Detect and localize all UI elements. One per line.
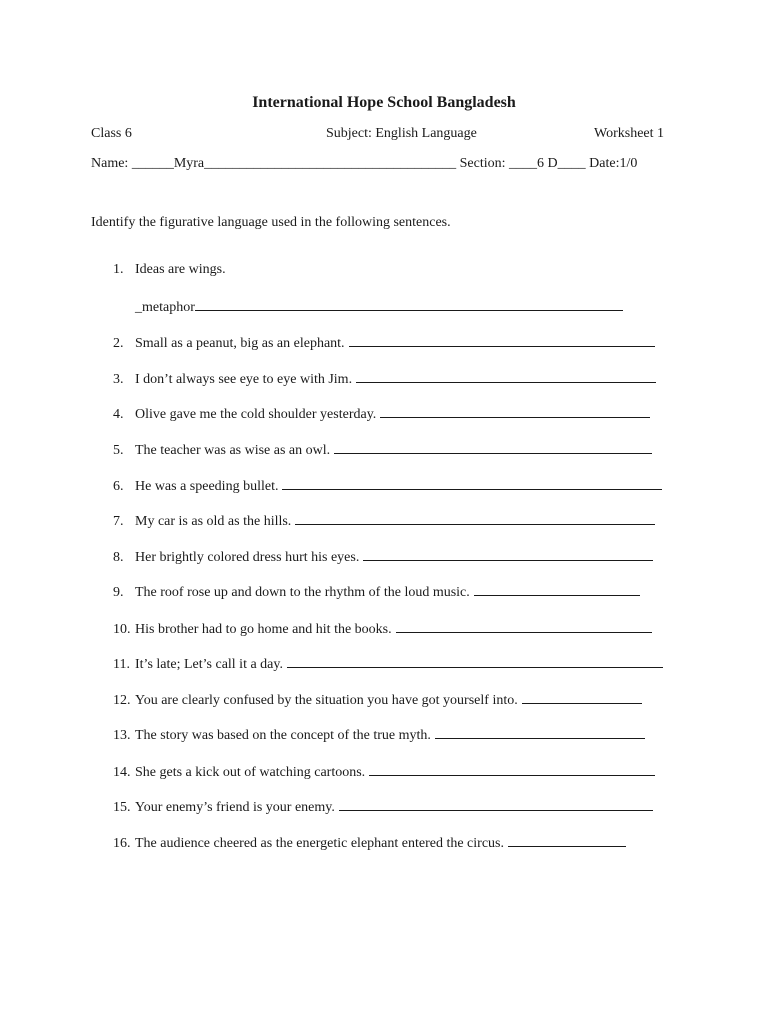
- question-item-2: [113, 333, 655, 353]
- worksheet-meta-row: [91, 126, 671, 146]
- name-section-date-line: Name: ______Myra____________________________________ Section: ____6 D____ Date:1/0: [91, 156, 638, 171]
- question-item-8: [113, 547, 653, 567]
- question-text: Ideas are wings.: [135, 262, 226, 277]
- question-text: I don’t always see eye to eye with Jim.: [135, 372, 353, 387]
- answer-text: _metaphor: [135, 300, 195, 315]
- answer-blank[interactable]: [435, 725, 645, 739]
- question-number: 7.: [113, 514, 124, 529]
- answer-blank[interactable]: [363, 547, 653, 561]
- question-number: 5.: [113, 443, 124, 458]
- question-text: His brother had to go home and hit the books.: [135, 622, 392, 637]
- instruction-text: Identify the figurative language used in the following sentences.: [91, 215, 451, 230]
- question-number: 12.: [113, 693, 131, 708]
- question-number: 1.: [113, 262, 124, 277]
- question-number: 9.: [113, 585, 124, 600]
- question-text: Small as a peanut, big as an elephant.: [135, 336, 345, 351]
- question-text: Olive gave me the cold shoulder yesterday.: [135, 407, 377, 422]
- question-item-16: [113, 833, 626, 853]
- question-item-13: [113, 725, 645, 745]
- question-item-11: [113, 654, 663, 674]
- answer-blank[interactable]: [339, 797, 653, 811]
- school-title: International Hope School Bangladesh: [252, 94, 516, 111]
- question-number: 10.: [113, 622, 131, 637]
- question-text: My car is as old as the hills.: [135, 514, 292, 529]
- question-item-5: [113, 440, 652, 460]
- class-label: Class 6: [91, 126, 132, 141]
- answer-blank[interactable]: [334, 440, 652, 454]
- question-text: It’s late; Let’s call it a day.: [135, 657, 283, 672]
- question-number: 14.: [113, 765, 131, 780]
- question-item-12: [113, 690, 642, 710]
- question-item-1: [113, 262, 226, 282]
- question-number: 2.: [113, 336, 124, 351]
- question-number: 8.: [113, 550, 124, 565]
- worksheet-label: Worksheet 1: [594, 126, 665, 141]
- answer-blank[interactable]: [356, 369, 656, 383]
- answer-blank[interactable]: [295, 511, 655, 525]
- question-number: 3.: [113, 372, 124, 387]
- question-number: 13.: [113, 728, 131, 743]
- answer-blank[interactable]: [522, 690, 642, 704]
- question-number: 16.: [113, 836, 131, 851]
- question-text: She gets a kick out of watching cartoons.: [135, 765, 366, 780]
- answer-blank[interactable]: [282, 476, 662, 490]
- question-item-7: [113, 511, 655, 531]
- question-item-10: [113, 619, 652, 639]
- question-item-6: [113, 476, 662, 496]
- answer-line-1[interactable]: [135, 297, 623, 316]
- answer-blank[interactable]: [474, 582, 640, 596]
- question-text: The roof rose up and down to the rhythm of the loud music.: [135, 585, 470, 600]
- question-text: The story was based on the concept of the true myth.: [135, 728, 431, 743]
- question-text: Her brightly colored dress hurt his eyes.: [135, 550, 360, 565]
- question-item-3: [113, 369, 656, 389]
- answer-blank: [195, 297, 623, 311]
- question-number: 11.: [113, 657, 130, 672]
- answer-blank[interactable]: [369, 762, 655, 776]
- question-number: 4.: [113, 407, 124, 422]
- question-text: You are clearly confused by the situation you have got yourself into.: [135, 693, 518, 708]
- answer-blank[interactable]: [287, 654, 663, 668]
- question-number: 15.: [113, 800, 131, 815]
- question-item-9: [113, 582, 640, 602]
- question-text: The teacher was as wise as an owl.: [135, 443, 331, 458]
- question-number: 6.: [113, 479, 124, 494]
- answer-blank[interactable]: [349, 333, 655, 347]
- answer-blank[interactable]: [508, 833, 626, 847]
- subject-label: Subject: English Language: [326, 126, 477, 141]
- question-item-15: [113, 797, 653, 817]
- answer-blank[interactable]: [396, 619, 652, 633]
- question-text: The audience cheered as the energetic elephant entered the circus.: [135, 836, 504, 851]
- question-text: He was a speeding bullet.: [135, 479, 279, 494]
- answer-blank[interactable]: [380, 404, 650, 418]
- question-item-14: [113, 762, 655, 782]
- question-item-4: [113, 404, 650, 424]
- question-text: Your enemy’s friend is your enemy.: [135, 800, 335, 815]
